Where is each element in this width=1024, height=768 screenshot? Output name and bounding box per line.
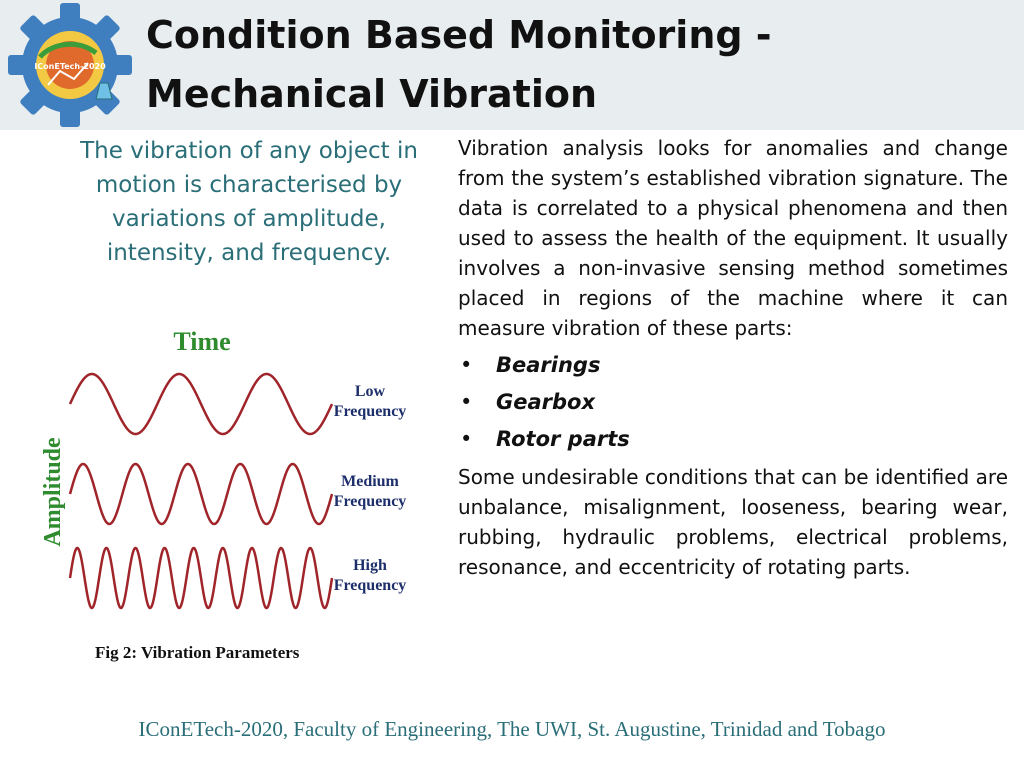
body-text bbox=[458, 133, 1008, 582]
component-list bbox=[458, 347, 1008, 458]
wave-1-label-line-1: Low bbox=[354, 383, 386, 400]
wave-3-label-line-2: Frequency bbox=[333, 577, 407, 594]
wave-3-label-line-1: High bbox=[353, 557, 387, 574]
bullet-marker: • bbox=[460, 390, 473, 414]
list-item-gearbox: • Gearbox bbox=[458, 384, 1008, 421]
bullet-marker: • bbox=[460, 427, 473, 451]
list-item-rotor-parts: • Rotor parts bbox=[458, 421, 1008, 458]
body-paragraph-1: Vibration analysis looks for anomalies and change from the system’s established vibration signature. The data is correlated to a physical phenomena and then used to assess the health of the equipment. It usually involves a non-invasive sensing method sometimes placed in regions of the machine where it can measure vibration of these parts: bbox=[458, 136, 1008, 340]
svg-text:IConETech-2020: IConETech-2020 bbox=[34, 62, 106, 71]
vibration-figure bbox=[36, 322, 422, 622]
bullet-marker: • bbox=[460, 353, 473, 377]
wave-2-label-line-1: Medium bbox=[341, 473, 399, 490]
slide-title bbox=[146, 6, 1006, 124]
title-line-2: Mechanical Vibration bbox=[146, 72, 598, 116]
wave-1-label-line-2: Frequency bbox=[333, 403, 407, 420]
title-line-1: Condition Based Monitoring - bbox=[146, 13, 772, 57]
wave-2-label-line-2: Frequency bbox=[333, 493, 407, 510]
conference-logo bbox=[4, 2, 136, 128]
list-item-bearings: • Bearings bbox=[458, 347, 1008, 384]
footer-text: IConETech-2020, Faculty of Engineering, The UWI, St. Augustine, Trinidad and Tobago bbox=[138, 717, 886, 741]
body-paragraph-2: Some undesirable conditions that can be identified are unbalance, misalignment, looseness, bearing wear, rubbing, hydraulic problems, electrical problems, resonance, and eccentricity of rotating parts. bbox=[458, 465, 1008, 579]
intro-text: The vibration of any object in motion is characterised by variations of amplitude, intensity, and frequency. bbox=[80, 138, 418, 266]
amplitude-label: Amplitude bbox=[40, 437, 66, 547]
figure-caption: Fig 2: Vibration Parameters bbox=[95, 643, 300, 662]
time-label: Time bbox=[173, 327, 231, 356]
